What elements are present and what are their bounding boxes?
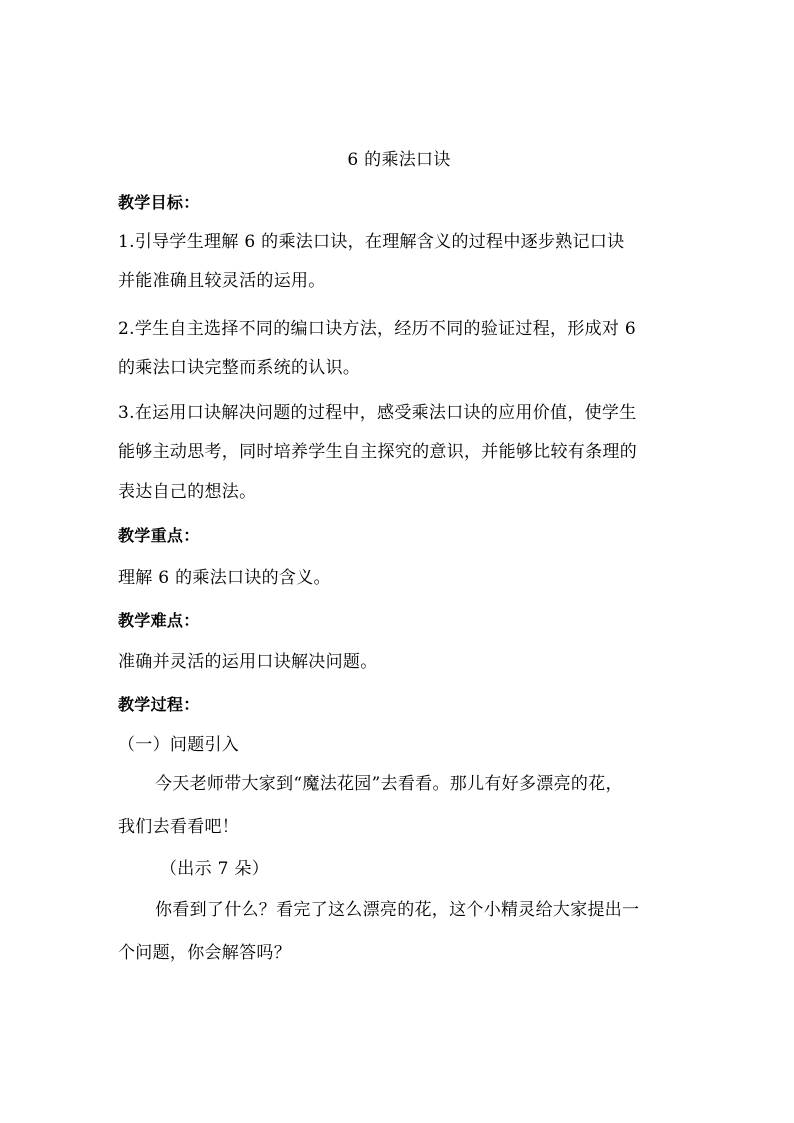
objective-2-line-1: 2.学生自主选择不同的编口诀方法，经历不同的验证过程，形成对 6 xyxy=(118,319,637,339)
objective-1-line-2: 并能准确且较灵活的运用。 xyxy=(118,271,326,291)
paragraph-1-line-2: 我们去看看吧！ xyxy=(118,817,240,837)
objective-1-line-1: 1.引导学生理解 6 的乘法口诀，在理解含义的过程中逐步熟记口诀 xyxy=(118,232,625,252)
objective-2-line-2: 的乘法口诀完整而系统的认识。 xyxy=(118,358,361,378)
section-1-title: （一）问题引入 xyxy=(118,735,240,755)
process-heading: 教学过程： xyxy=(118,695,200,714)
key-point-heading: 教学重点： xyxy=(118,526,200,545)
key-point-text: 理解 6 的乘法口诀的含义。 xyxy=(118,568,331,588)
objective-3-line-1: 3.在运用口诀解决问题的过程中，感受乘法口诀的应用价值，使学生 xyxy=(118,403,637,423)
objective-3-line-2: 能够主动思考，同时培养学生自主探究的意识，并能够比较有条理的 xyxy=(118,442,637,462)
difficulty-heading: 教学难点： xyxy=(118,611,200,630)
paragraph-2-line-2: 个问题，你会解答吗？ xyxy=(118,943,291,963)
objectives-heading: 教学目标： xyxy=(118,193,200,212)
objective-3-line-3: 表达自己的想法。 xyxy=(118,482,257,502)
paragraph-1-line-1: 今天老师带大家到“魔法花园”去看看。那儿有好多漂亮的花， xyxy=(155,774,623,794)
display-note: （出示 7 朵） xyxy=(160,859,270,879)
paragraph-2-line-1: 你看到了什么？看完了这么漂亮的花，这个小精灵给大家提出一 xyxy=(155,900,640,920)
difficulty-text: 准确并灵活的运用口诀解决问题。 xyxy=(118,652,378,672)
document-title: 6 的乘法口诀 xyxy=(347,150,451,170)
